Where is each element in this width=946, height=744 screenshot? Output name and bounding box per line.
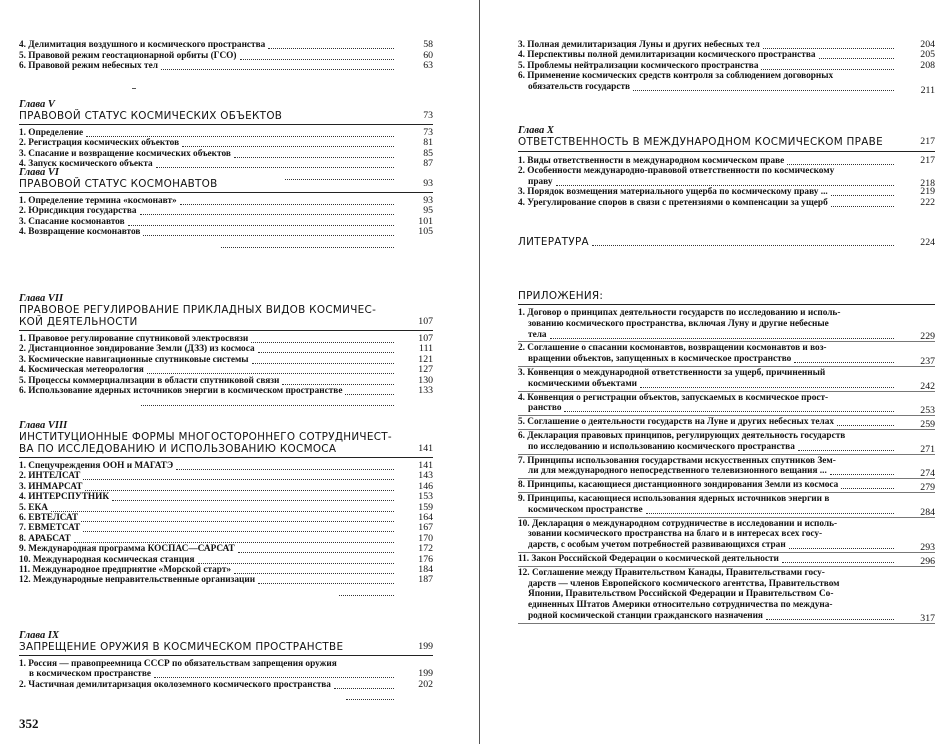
chapter-title: ПРАВОВОЙ СТАТУС КОСМОНАВТОВ: [19, 178, 218, 190]
dot-leader: [345, 394, 394, 395]
entry-rule: [518, 492, 935, 493]
toc-entry-text: по исследованию и использованию космического пространства: [528, 441, 795, 452]
toc-entry-text: ранство: [528, 403, 562, 414]
chapter-rule: [19, 192, 433, 193]
toc-entry-page: 184: [418, 564, 433, 575]
dot-leader: [268, 48, 394, 49]
dot-leader: [112, 500, 394, 501]
dot-leader: [147, 373, 394, 374]
dot-leader: [240, 59, 394, 60]
toc-entry-text: ли для международного непосредственного телевизионного вещания ...: [528, 466, 827, 477]
toc-entry-text: 6. ЕВТЕЛСАТ: [19, 513, 79, 523]
dot-leader: [761, 69, 894, 70]
toc-entry-text: 12. Международные неправительственные организации: [19, 575, 256, 586]
dot-leader: [128, 225, 394, 226]
toc-entry-text: обязательств государств: [528, 81, 631, 92]
toc-entry-page: 296: [920, 555, 935, 567]
toc-entry-page: 87: [423, 158, 433, 170]
dot-leader: [763, 48, 894, 49]
toc-entry-page: 63: [423, 60, 433, 72]
toc-entry-text: 9. Принципы, касающиеся использования ядерных источников энергии в: [518, 494, 830, 504]
toc-entry-text: 10. Декларация о международном сотрудничестве в исследовании и исполь-: [518, 518, 838, 529]
dot-leader: [221, 247, 394, 248]
toc-entry-text: 8. Принципы, касающиеся дистанционного зондирования Земли из космоса: [518, 480, 839, 491]
toc-entry-text: зовании космического пространства на благо и в интересах всех госу-: [528, 529, 823, 540]
dot-leader: [238, 552, 394, 553]
toc-entry-text: 3. Полная демилитаризация Луны и других небесных тел: [518, 40, 760, 50]
toc-entry-text: тела: [528, 329, 547, 340]
toc-entry-text: 4. Перспективы полной демилитаризации космического пространства: [518, 50, 816, 61]
toc-entry-text: 6. Применение космических средств контроля за соблюдением договорных: [518, 71, 834, 82]
toc-entry-text: 7. Принципы использования государствами искусственных спутников Зем-: [518, 455, 836, 466]
chapter-rule: [518, 151, 935, 152]
dot-leader: [640, 387, 894, 388]
toc-entry-page: 176: [418, 553, 433, 565]
toc-entry-text: 5. Проблемы нейтрализации космического пространства: [518, 60, 759, 71]
page-number: 352: [19, 716, 39, 731]
toc-entry-page: 141: [418, 460, 433, 471]
chapter-rule: [19, 457, 433, 458]
dot-leader: [86, 136, 394, 137]
toc-entry-text: 11. Международное предприятие «Морской старт»: [19, 565, 232, 575]
chapter-title: КОЙ ДЕЯТЕЛЬНОСТИ: [19, 316, 138, 328]
toc-entry-page: 229: [920, 331, 935, 343]
toc-entry-text: 1. Определение термина «космонавт»: [19, 196, 177, 206]
dot-leader: [234, 573, 394, 574]
toc-entry-page: 127: [418, 364, 433, 376]
toc-entry-text: 3. Спасание космонавтов: [19, 216, 125, 227]
dot-leader: [831, 195, 894, 196]
toc-entry-page: 279: [920, 482, 935, 493]
toc-entry-page: 211: [920, 84, 935, 96]
chapter-page: 107: [418, 316, 433, 327]
toc-entry-text: 2. Регистрация космических объектов: [19, 138, 180, 149]
toc-entry-text: 5. Правовой режим геостационарной орбиты (ГСО): [19, 50, 237, 61]
dot-leader: [252, 363, 394, 364]
toc-entry-text: 3. Спасание и возвращение космических объектов: [19, 148, 231, 159]
toc-entry-text: 5. ЕКА: [19, 502, 48, 513]
entry-rule: [518, 366, 935, 367]
toc-entry-text: 2. Юрисдикция государства: [19, 206, 137, 217]
appendix-title: ПРИЛОЖЕНИЯ:: [518, 290, 604, 302]
toc-entry-page: 153: [418, 491, 433, 503]
toc-entry-page: 187: [418, 574, 433, 586]
entry-rule: [518, 566, 935, 567]
toc-entry-text: 5. Соглашение о деятельности государств на Луне и других небесных телах: [518, 417, 834, 428]
toc-entry-text: единенных Штатов Америки относительно сотрудничества по междуна-: [528, 600, 833, 611]
toc-entry-page: 172: [418, 543, 433, 555]
toc-entry-text: 2. Дистанционное зондирование Земли (ДЗЗ) из космоса: [19, 344, 255, 355]
dot-leader: [140, 214, 395, 215]
toc-entry-text: 8. АРАБСАТ: [19, 533, 71, 544]
dot-leader: [141, 405, 394, 406]
dot-leader: [198, 563, 394, 564]
dot-leader: [85, 490, 394, 491]
toc-entry-text: 4. Делимитация воздушного и космического пространства: [19, 40, 266, 50]
toc-entry-page: 105: [418, 226, 433, 238]
entry-rule: [518, 478, 935, 479]
appendix-rule: [518, 304, 935, 305]
toc-entry-page: 218: [920, 177, 935, 189]
chapter-title: ПРАВОВОЕ РЕГУЛИРОВАНИЕ ПРИКЛАДНЫХ ВИДОВ КОСМИЧЕС-: [19, 304, 377, 316]
chapter-label: Глава VI: [19, 167, 60, 178]
toc-entry-text: 1. Виды ответственности в международном космическом праве: [518, 156, 785, 166]
toc-entry-text: 4. Конвенция о регистрации объектов, запускаемых в космическое прост-: [518, 392, 829, 403]
dot-leader: [794, 362, 894, 363]
toc-entry-page: 143: [418, 470, 433, 482]
toc-entry-text: 6. Правовой режим небесных тел: [19, 61, 158, 72]
toc-entry-text: 9. Международная программа КОСПАС—САРСАТ: [19, 544, 235, 555]
toc-entry-text: дарств — членов Европейского космического агентства, Правительством: [528, 578, 840, 589]
dot-leader: [182, 146, 394, 147]
dot-leader: [789, 548, 894, 549]
toc-entry-text: 1. Правовое регулирование спутниковой электросвязи: [19, 334, 249, 344]
toc-entry-text: 4. ИНТЕРСПУТНИК: [19, 492, 110, 503]
toc-entry-text: дарств, с особым учетом потребностей развивающихся стран: [528, 540, 786, 551]
dot-leader: [176, 469, 394, 470]
dot-leader: [180, 204, 394, 205]
toc-entry-text: космическими объектами: [528, 378, 638, 389]
toc-entry-page: 133: [418, 385, 433, 396]
dot-leader: [766, 619, 894, 620]
toc-entry-text: 1. Договор о принципах деятельности государств по исследованию и исполь-: [518, 308, 841, 318]
toc-entry-page: 217: [920, 155, 935, 166]
dot-leader: [234, 157, 394, 158]
toc-entry-text: в космическом пространстве: [29, 669, 152, 680]
chapter-title: ОТВЕТСТВЕННОСТЬ В МЕЖДУНАРОДНОМ КОСМИЧЕСКОМ ПРАВЕ: [518, 136, 883, 148]
toc-entry-page: 81: [423, 137, 433, 149]
entry-rule: [518, 391, 935, 392]
toc-entry-page: 130: [418, 374, 433, 386]
toc-entry-page: 93: [423, 195, 433, 206]
toc-entry-page: 167: [418, 522, 433, 534]
dot-leader: [143, 235, 394, 236]
toc-entry-page: 121: [418, 353, 433, 365]
dot-leader: [819, 58, 894, 59]
toc-entry-page: 159: [418, 501, 433, 513]
dot-leader: [646, 513, 894, 514]
toc-entry-text: 2. ИНТЕЛСАТ: [19, 471, 81, 482]
dot-leader: [258, 583, 394, 584]
toc-entry-text: вращении объектов, запущенных в космическое пространство: [528, 354, 792, 365]
toc-entry-text: 3. Космические навигационные спутниковые системы: [19, 354, 249, 365]
chapter-label: Глава VIII: [19, 420, 68, 431]
toc-entry-text: 1. Определение: [19, 128, 84, 138]
toc-entry-text: родной космической станции гражданского назначения: [528, 611, 763, 621]
toc-entry-text: 1. Спецучреждения ООН и МАГАТЭ: [19, 461, 174, 471]
toc-entry-page: 95: [423, 205, 433, 217]
toc-entry-page: 222: [920, 196, 935, 208]
toc-entry-text: 7. ЕВМЕТСАТ: [19, 523, 81, 534]
literature-title: ЛИТЕРАТУРА: [518, 236, 589, 248]
toc-entry-text: праву: [528, 176, 553, 187]
toc-entry-page: 111: [419, 343, 433, 355]
toc-entry-page: 253: [920, 405, 935, 417]
toc-entry-page: 101: [418, 215, 433, 227]
toc-entry-text: 1. Россия — правопреемница СССР по обязательствам запрещения оружия: [19, 659, 337, 669]
toc-entry-page: 205: [920, 49, 935, 61]
toc-entry-text: зованию космического пространства, включая Луну и другие небесные: [528, 318, 829, 329]
dot-leader: [285, 179, 394, 180]
dot-leader: [782, 562, 894, 563]
dot-leader: [831, 206, 894, 207]
chapter-rule: [19, 330, 433, 331]
toc-entry-page: 73: [423, 127, 433, 138]
chapter-title: ПРАВОВОЙ СТАТУС КОСМИЧЕСКИХ ОБЪЕКТОВ: [19, 110, 283, 122]
toc-entry-page: 146: [418, 480, 433, 492]
toc-entry-text: 12. Соглашение между Правительством Канады, Правительствами госу-: [518, 567, 825, 578]
toc-entry-page: 208: [920, 59, 935, 71]
dot-leader: [81, 521, 394, 522]
chapter-page: 141: [418, 443, 433, 454]
literature-page: 224: [920, 237, 935, 248]
dot-leader: [556, 185, 894, 186]
chapter-title: ЗАПРЕЩЕНИЕ ОРУЖИЯ В КОСМИЧЕСКОМ ПРОСТРАНСТВЕ: [19, 641, 344, 653]
dot-leader: [251, 342, 394, 343]
dot-leader: [830, 474, 894, 475]
dot-leader: [154, 677, 394, 678]
chapter-label: Глава V: [19, 99, 55, 110]
toc-entry-page: 204: [920, 39, 935, 50]
dot-leader: [282, 384, 394, 385]
toc-entry-text: 3. Порядок возмещения материального ущерба по космическому праву ...: [518, 187, 828, 198]
right-page: [481, 0, 946, 744]
dot-leader: [564, 411, 894, 412]
dot-leader: [258, 352, 394, 353]
toc-entry-text: 3. Конвенция о международной ответственности за ущерб, причиненный: [518, 368, 826, 378]
toc-entry-text: 2. Особенности международно-правовой ответственности по космическому: [518, 166, 835, 177]
dot-leader: [798, 450, 894, 451]
toc-entry-page: 293: [920, 542, 935, 553]
entry-rule: [518, 341, 935, 342]
chapter-rule: [19, 655, 433, 656]
chapter-rule: [19, 124, 433, 125]
chapter-label: Глава VII: [19, 293, 64, 304]
toc-entry-text: 11. Закон Российской Федерации о космической деятельности: [518, 554, 779, 564]
dot-leader: [83, 531, 394, 532]
dot-leader: [156, 167, 394, 168]
toc-entry-page: 237: [920, 356, 935, 367]
toc-entry-page: 274: [920, 468, 935, 480]
toc-entry-page: 58: [423, 39, 433, 50]
toc-entry-page: 164: [418, 512, 433, 523]
toc-entry-text: 2. Частичная демилитаризация околоземного космического пространства: [19, 679, 331, 690]
dot-leader: [592, 245, 894, 246]
page-divider: [479, 0, 480, 744]
chapter-page: 199: [418, 641, 433, 652]
dot-leader: [339, 595, 394, 596]
entry-rule: [518, 623, 935, 624]
chapter-label: Глава X: [518, 125, 554, 136]
toc-entry-page: 85: [423, 147, 433, 159]
chapter-page: 217: [920, 136, 935, 147]
dot-leader: [550, 338, 894, 339]
toc-entry-page: 170: [418, 532, 433, 544]
toc-entry-page: 219: [920, 186, 935, 198]
entry-rule: [518, 552, 935, 553]
toc-entry-page: 242: [920, 380, 935, 392]
dot-leader: [51, 511, 394, 512]
dot-leader: [74, 542, 394, 543]
dot-leader: [837, 425, 894, 426]
chapter-title: ИНСТИТУЦИОННЫЕ ФОРМЫ МНОГОСТОРОННЕГО СОТРУДНИЧЕСТ-: [19, 431, 392, 443]
entry-rule: [518, 454, 935, 455]
toc-entry-text: 2. Соглашение о спасании космонавтов, возвращении космонавтов и воз-: [518, 343, 827, 354]
toc-entry-page: 259: [920, 419, 935, 430]
dot-leader: [841, 488, 894, 489]
chapter-title: ВА ПО ИССЛЕДОВАНИЮ И ИСПОЛЬЗОВАНИЮ КОСМОСА: [19, 443, 337, 455]
dot-leader: [346, 699, 394, 700]
toc-entry-text: 4. Космическая метеорология: [19, 365, 144, 376]
dot-leader: [83, 479, 394, 480]
toc-entry-page: 202: [418, 678, 433, 690]
toc-entry-text: 6. Использование ядерных источников энергии в космическом пространстве: [19, 386, 343, 396]
toc-entry-text: 6. Декларация правовых принципов, регулирующих деятельность государств: [518, 431, 846, 441]
toc-entry-page: 107: [418, 333, 433, 344]
small-mark: [132, 88, 136, 89]
toc-entry-page: 317: [920, 612, 935, 624]
toc-entry-text: 3. ИНМАРСАТ: [19, 481, 83, 492]
chapter-page: 73: [423, 110, 433, 121]
entry-rule: [518, 517, 935, 518]
chapter-label: Глава IX: [19, 630, 60, 641]
toc-entry-text: 4. Урегулирование споров в связи с претензиями о компенсации за ущерб: [518, 197, 828, 208]
toc-entry-text: 4. Запуск космического объекта: [19, 159, 153, 170]
toc-entry-text: 5. Процессы коммерциализации в области спутниковой связи: [19, 375, 280, 386]
toc-entry-text: космическом пространстве: [528, 504, 643, 515]
toc-entry-text: 10. Международная космическая станция: [19, 554, 195, 565]
toc-entry-page: 284: [920, 506, 935, 518]
dot-leader: [161, 69, 394, 70]
dot-leader: [633, 90, 894, 91]
chapter-page: 93: [423, 178, 433, 189]
toc-entry-text: 4. Возвращение космонавтов: [19, 227, 141, 238]
dot-leader: [787, 164, 894, 165]
toc-entry-text: Японии, Правительством Российской Федерации и Правительством Со-: [528, 589, 834, 600]
entry-rule: [518, 429, 935, 430]
toc-entry-page: 271: [920, 443, 935, 455]
toc-entry-page: 60: [423, 49, 433, 61]
dot-leader: [334, 688, 394, 689]
toc-entry-page: 199: [418, 668, 433, 680]
